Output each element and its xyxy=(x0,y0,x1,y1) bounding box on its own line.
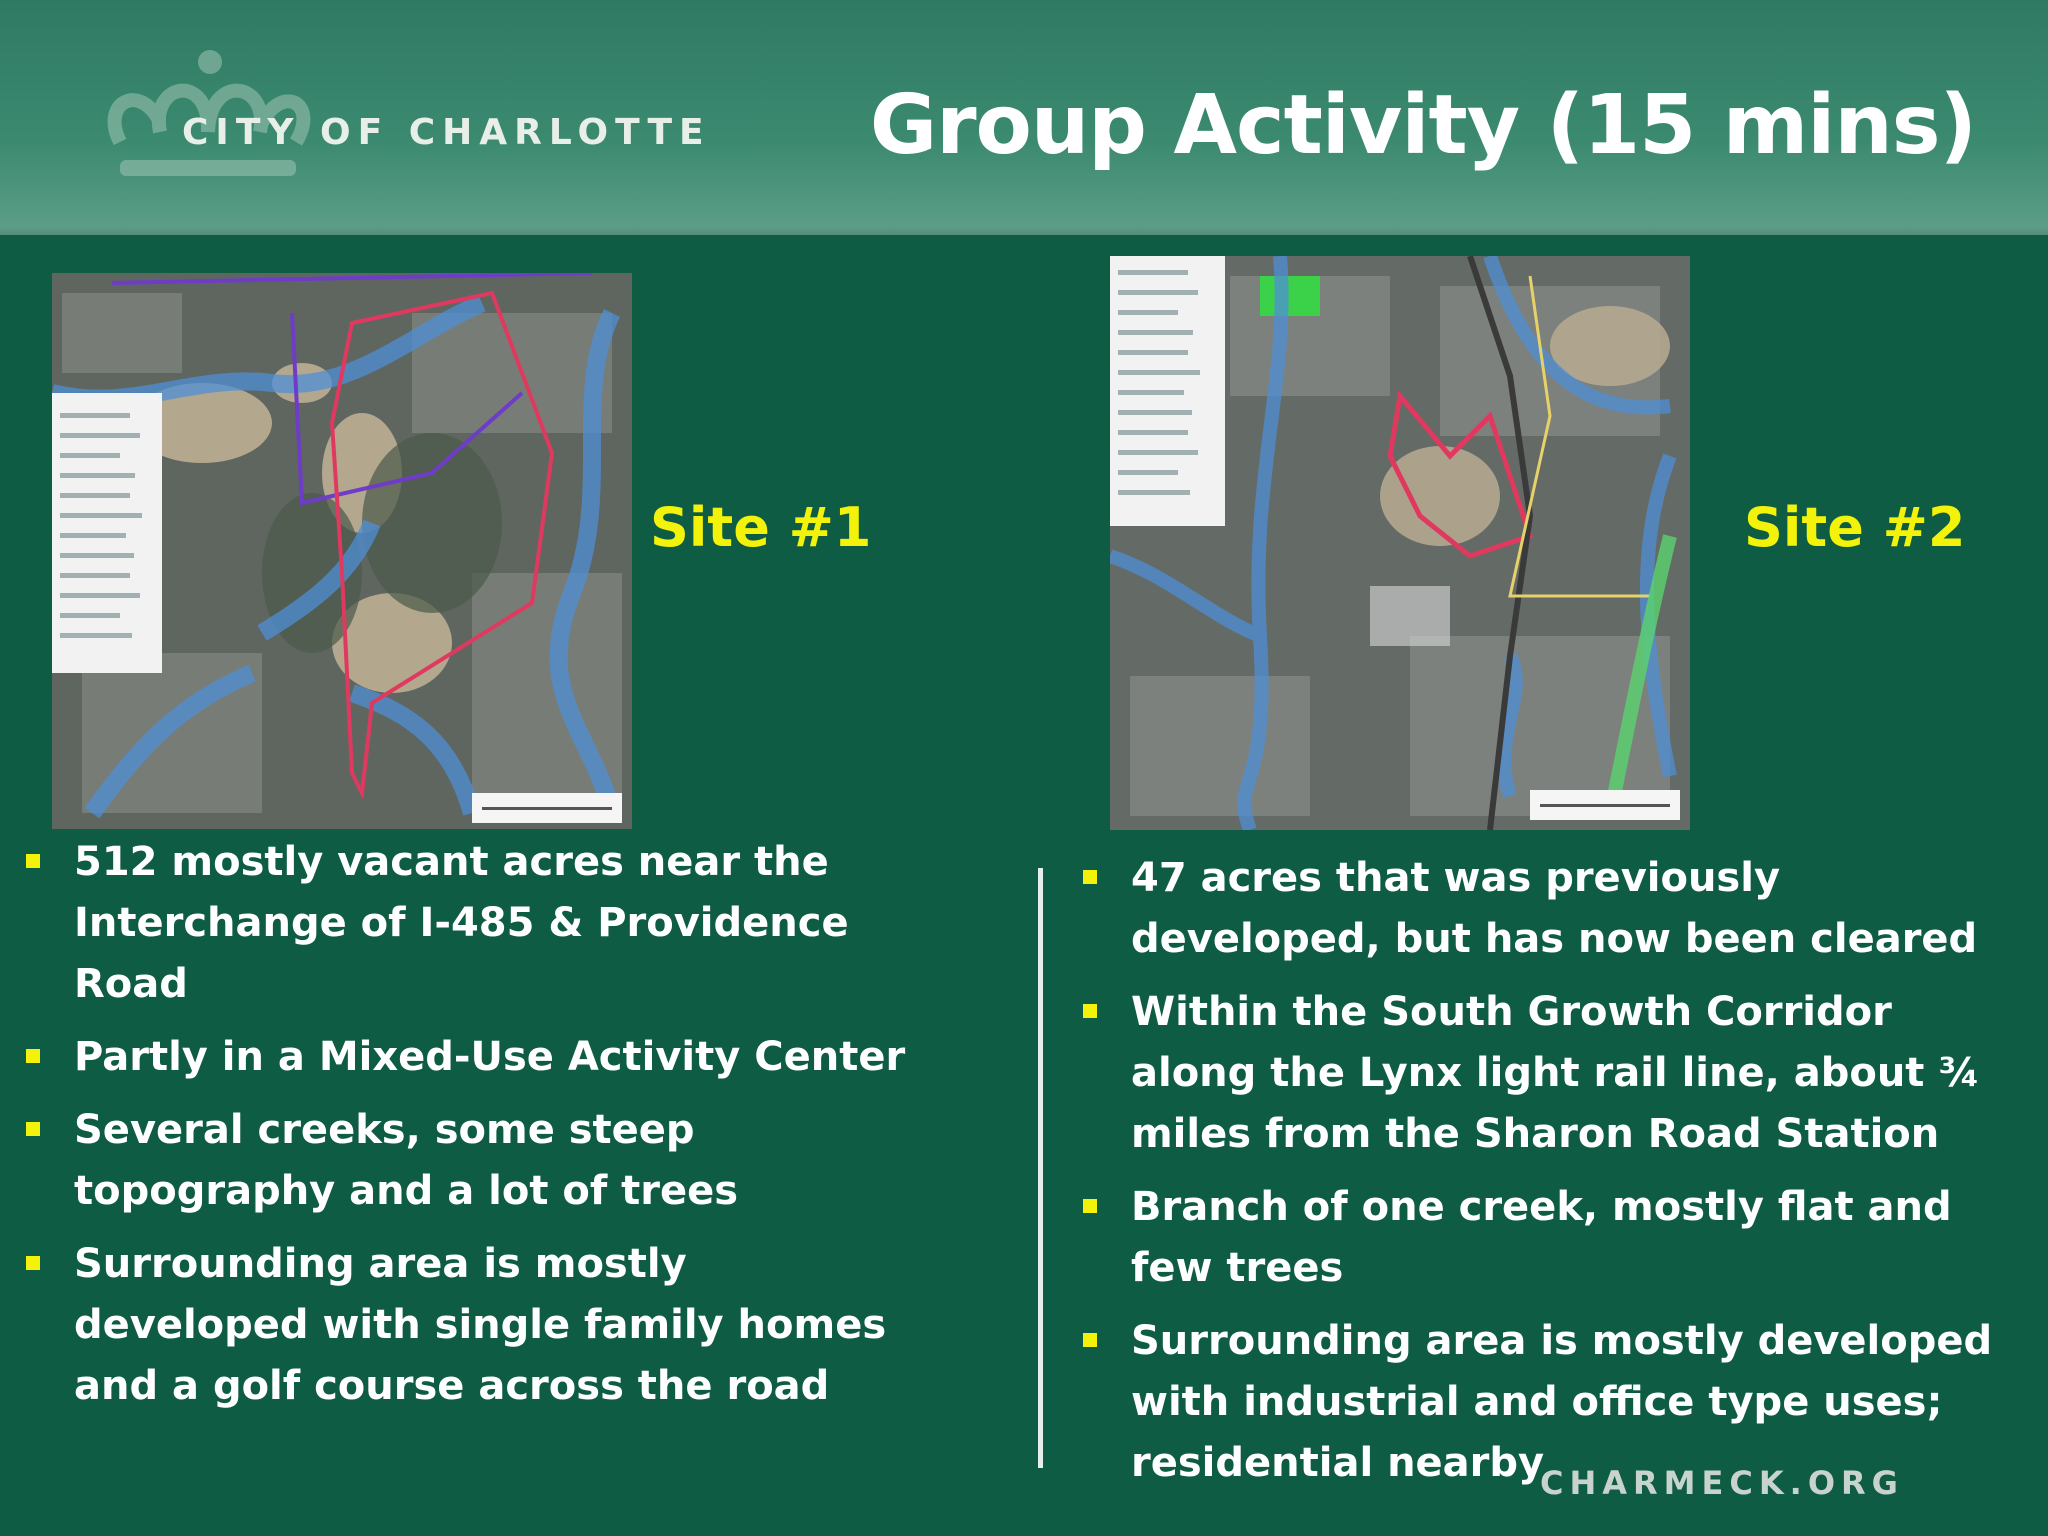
header-shadow xyxy=(0,227,2048,235)
list-item: Several creeks, some steep topography and a lot of trees xyxy=(26,1100,926,1222)
bullet-square-icon xyxy=(1083,870,1097,884)
logo-text: CITY OF CHARLOTTE xyxy=(182,112,711,153)
bullet-square-icon xyxy=(26,1122,40,1136)
header-banner xyxy=(0,0,2048,235)
list-item: 512 mostly vacant acres near the Interchange of I-485 & Providence Road xyxy=(26,832,926,1015)
bullet-square-icon xyxy=(26,1049,40,1063)
list-item: Within the South Growth Corridor along the Lynx light rail line, about ¾ miles from the Sharon Road Station xyxy=(1083,982,2003,1165)
list-item: Surrounding area is mostly developed with single family homes and a golf course across the road xyxy=(26,1234,926,1417)
bullet-square-icon xyxy=(1083,1199,1097,1213)
aerial-map-image xyxy=(52,273,632,829)
city-logo xyxy=(100,42,711,192)
bullet-square-icon xyxy=(26,1256,40,1270)
column-divider xyxy=(1038,868,1043,1468)
list-item: 47 acres that was previously developed, but has now been cleared xyxy=(1083,848,2003,970)
bullet-square-icon xyxy=(1083,1333,1097,1347)
aerial-map-image xyxy=(1110,256,1690,830)
slide-title: Group Activity (15 mins) xyxy=(869,78,1976,173)
site1-bullet-list xyxy=(26,832,926,1429)
list-item: Branch of one creek, mostly flat and few trees xyxy=(1083,1177,2003,1299)
bullet-square-icon xyxy=(1083,1004,1097,1018)
bullet-square-icon xyxy=(26,854,40,868)
list-item: Partly in a Mixed-Use Activity Center xyxy=(26,1027,926,1088)
list-item: Surrounding area is mostly developed with industrial and office type uses; residential nearby xyxy=(1083,1311,2003,1494)
site2-label: Site #2 xyxy=(1744,496,1966,559)
site2-bullet-list xyxy=(1083,848,2003,1506)
footer-url: CHARMECK.ORG xyxy=(1540,1464,1904,1502)
site1-label: Site #1 xyxy=(650,496,872,559)
site2-map xyxy=(1110,256,1690,830)
site1-map xyxy=(52,273,632,829)
